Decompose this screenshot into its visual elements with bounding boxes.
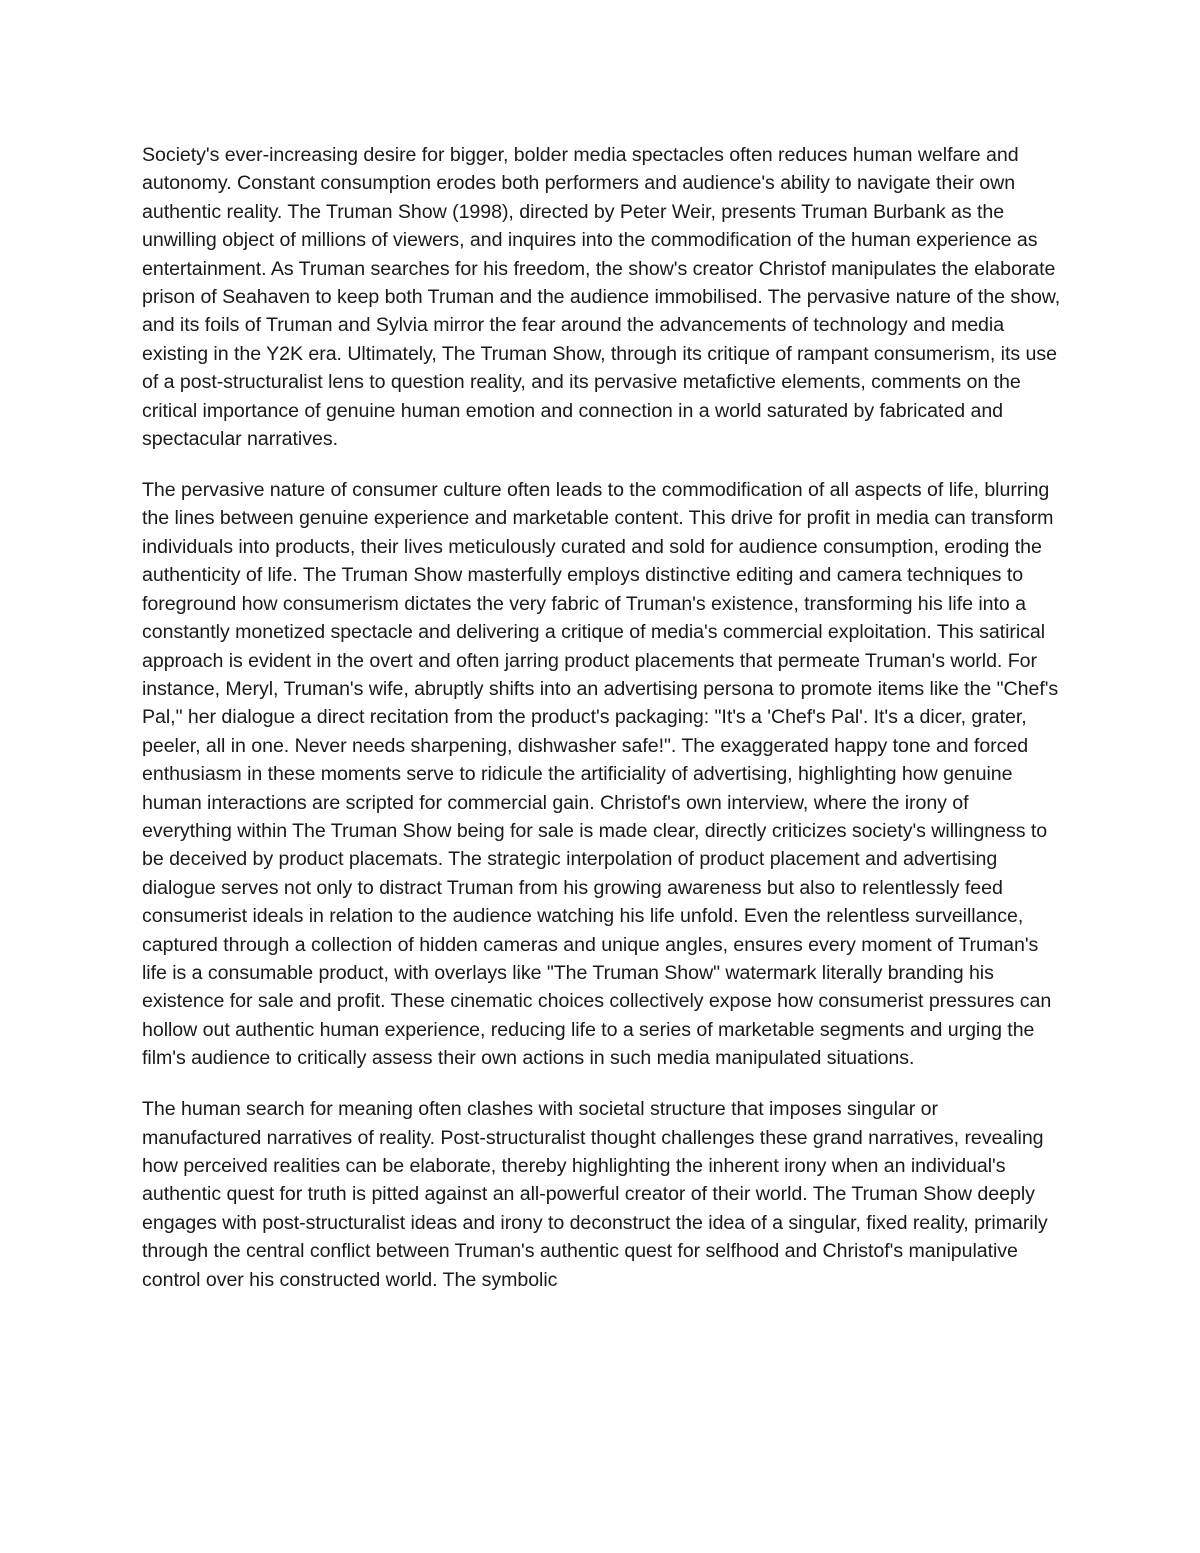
paragraph-post-structuralism: The human search for meaning often clashes with societal structure that imposes singular or manufactured narratives of reality. Post-structuralist thought challenges these grand narratives, revealing how perceived realities can be elaborate, thereby highlighting the inherent irony when an individual's authentic quest for truth is pitted against an all-powerful creator of their world. The Truman Show deeply engages with post-structuralist ideas and irony to deconstruct the idea of a singular, fixed reality, primarily through the central conflict between Truman's authentic quest for selfhood and Christof's manipulative control over his constructed world. The symbolic: [142, 1098, 1048, 1291]
paragraph-intro: Society's ever-increasing desire for bigger, bolder media spectacles often reduces human welfare and autonomy. Constant consumption erodes both performers and audience's ability to navigate their own authentic reality. The Truman Show (1998), directed by Peter Weir, presents Truman Burbank as the unwilling object of millions of viewers, and inquires into the commodification of the human experience as entertainment. As Truman searches for his freedom, the show's creator Christof manipulates the elaborate prison of Seahaven to keep both Truman and the audience immobilised. The pervasive nature of the show, and its foils of Truman and Sylvia mirror the fear around the advancements of technology and media existing in the Y2K era. Ultimately, The Truman Show, through its critique of rampant consumerism, its use of a post-structuralist lens to question reality, and its pervasive metafictive elements, comments on the critical importance of genuine human emotion and connection in a world saturated by fabricated and spectacular narratives.: [142, 144, 1061, 451]
document-body: [142, 141, 1062, 1317]
paragraph-consumerism: The pervasive nature of consumer culture often leads to the commodification of all aspects of life, blurring the lines between genuine experience and marketable content. This drive for profit in media can transform individuals into products, their lives meticulously curated and sold for audience consumption, eroding the authenticity of life. The Truman Show masterfully employs distinctive editing and camera techniques to foreground how consumerism dictates the very fabric of Truman's existence, transforming his life into a constantly monetized spectacle and delivering a critique of media's commercial exploitation. This satirical approach is evident in the overt and often jarring product placements that permeate Truman's world. For instance, Meryl, Truman's wife, abruptly shifts into an advertising persona to promote items like the "Chef's Pal," her dialogue a direct recitation from the product's packaging: "It's a 'Chef's Pal'. It's a dicer, grater, peeler, all in one. Never needs sharpening, dishwasher safe!". The exaggerated happy tone and forced enthusiasm in these moments serve to ridicule the artificiality of advertising, highlighting how genuine human interactions are scripted for commercial gain. Christof's own interview, where the irony of everything within The Truman Show being for sale is made clear, directly criticizes society's willingness to be deceived by product placemats. The strategic interpolation of product placement and advertising dialogue serves not only to distract Truman from his growing awareness but also to relentlessly feed consumerist ideals in relation to the audience watching his life unfold. Even the relentless surveillance, captured through a collection of hidden cameras and unique angles, ensures every moment of Truman's life is a consumable product, with overlays like "The Truman Show" watermark literally branding his existence for sale and profit. These cinematic choices collectively expose how consumerist pressures can hollow out authentic human experience, reducing life to a series of marketable segments and urging the film's audience to critically assess their own actions in such media manipulated situations.: [142, 479, 1059, 1070]
